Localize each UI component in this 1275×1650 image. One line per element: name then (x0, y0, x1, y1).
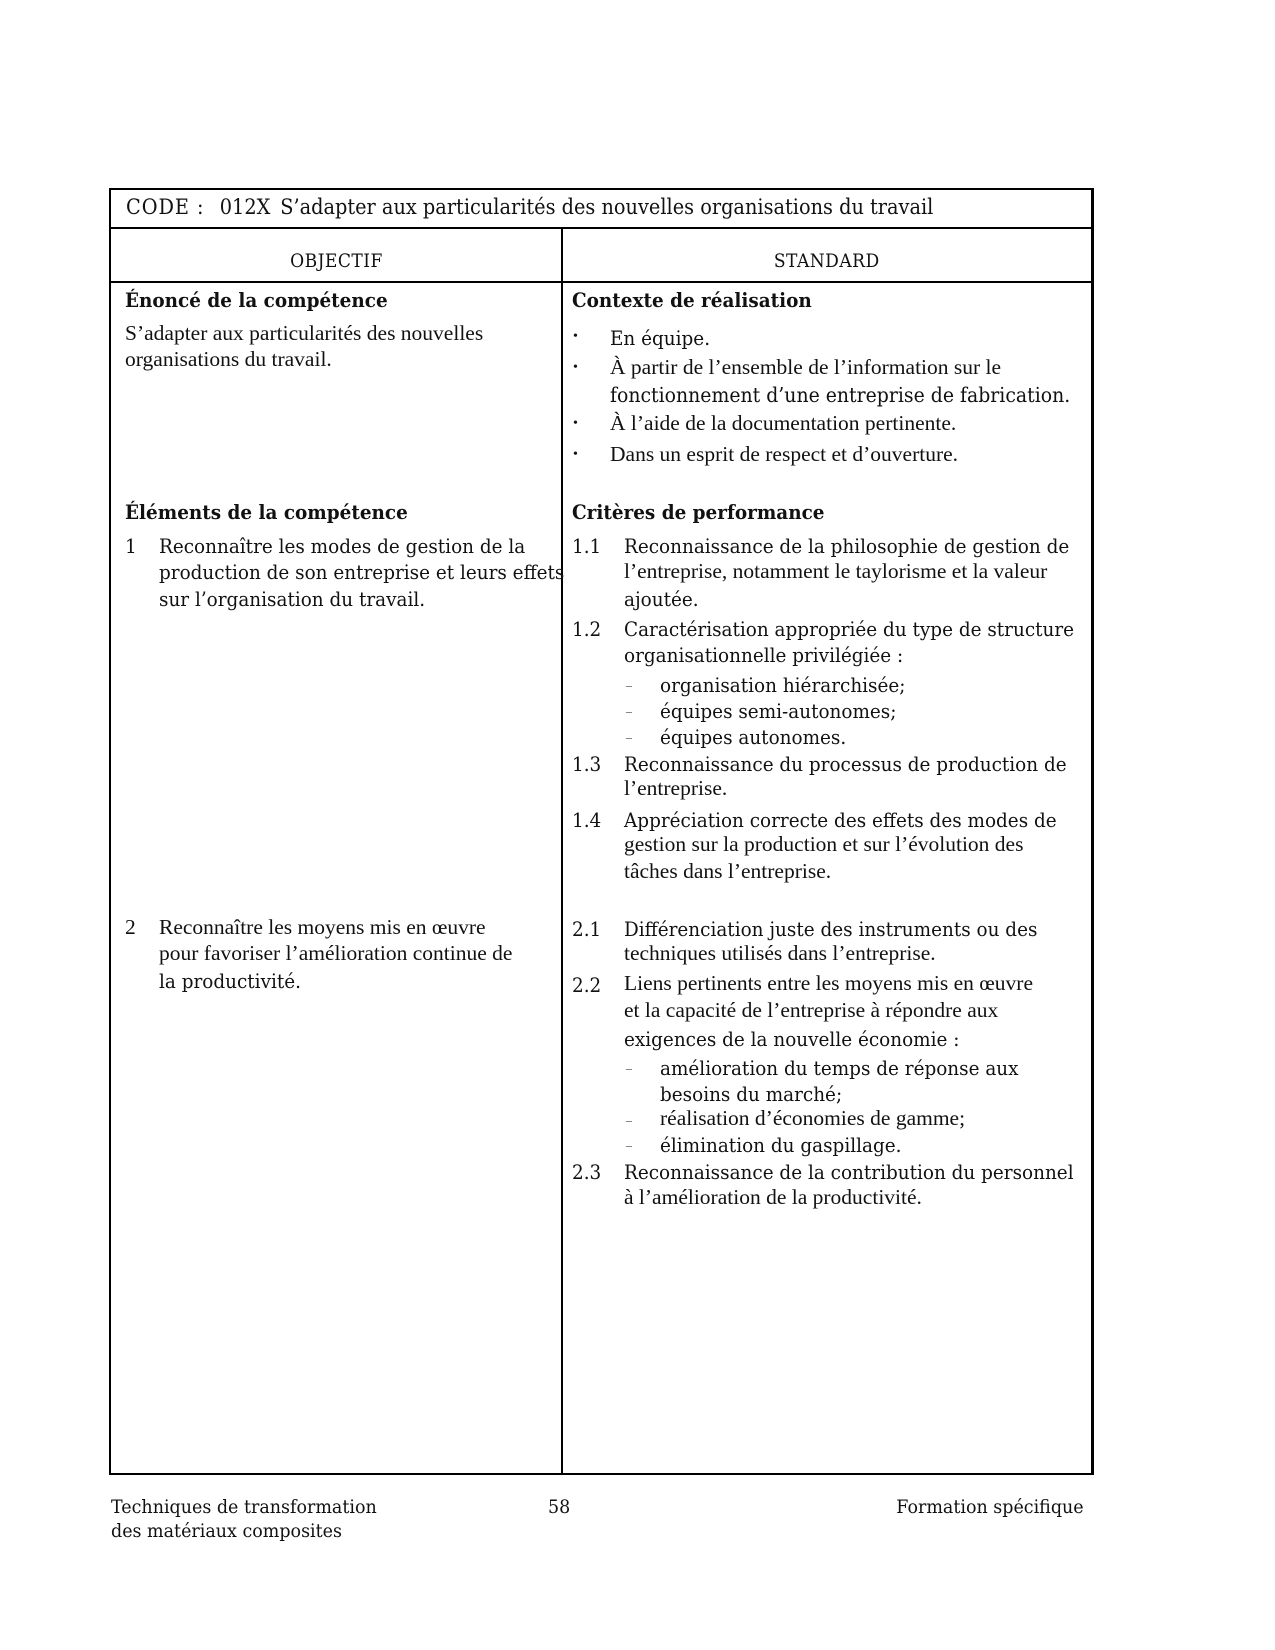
critere-line: Reconnaissance du processus de production de (624, 752, 1067, 776)
sub-item: besoins du marché; (660, 1082, 843, 1106)
elements-heading: Éléments de la compétence (125, 500, 408, 524)
critere-line: ajoutée. (624, 587, 699, 611)
critere-line: gestion sur la production et sur l’évolution des (624, 832, 1024, 856)
critere-number: 2.2 (572, 973, 602, 997)
contexte-heading: Contexte de réalisation (572, 288, 812, 312)
sub-item: équipes semi-autonomes; (660, 699, 897, 723)
critere-line: Liens pertinents entre les moyens mis en œuvre (624, 971, 1033, 995)
bullet-icon: • (573, 329, 578, 344)
sub-item: réalisation d’économies de gamme; (660, 1106, 966, 1130)
critere-line: exigences de la nouvelle économie : (624, 1027, 960, 1051)
dash-icon: – (626, 704, 632, 718)
critere-line: l’entreprise. (624, 776, 728, 800)
critere-line: organisationnelle privilégiée : (624, 643, 904, 667)
table-border-bottom (109, 1473, 1094, 1475)
footer-section-cell (880, 1496, 1084, 1518)
dash-icon: – (626, 730, 632, 744)
bullet-text: fonctionnement d’une entreprise de fabrication. (610, 383, 1071, 407)
critere-line: Caractérisation appropriée du type de structure (624, 617, 1075, 641)
bullet-text: Dans un esprit de respect et d’ouverture. (610, 442, 959, 466)
sub-item: élimination du gaspillage. (660, 1133, 902, 1157)
critere-number: 1.2 (572, 617, 602, 641)
code-row (126, 195, 933, 219)
header-row-divider (110, 281, 1093, 283)
critere-number: 1.1 (572, 534, 602, 558)
code-label: CODE : (126, 195, 205, 219)
bullet-text: En équipe. (610, 326, 711, 350)
critere-line: techniques utilisés dans l’entreprise. (624, 941, 936, 965)
critere-number: 2.1 (572, 917, 602, 941)
bullet-icon: • (573, 416, 578, 431)
header-objectif-cell (111, 250, 561, 272)
header-standard: STANDARD (774, 250, 880, 272)
element-line: sur l’organisation du travail. (159, 587, 426, 611)
critere-line: Appréciation correcte des effets des modes de (624, 808, 1057, 832)
bullet-icon: • (573, 447, 578, 462)
table-border-top (110, 188, 1093, 190)
element-line: Reconnaître les moyens mis en œuvre (159, 915, 486, 939)
enonce-heading: Énoncé de la compétence (125, 288, 388, 312)
element-number: 2 (125, 915, 136, 939)
critere-line: Différenciation juste des instruments ou des (624, 917, 1038, 941)
dash-icon: – (626, 1138, 632, 1152)
critere-line: à l’amélioration de la productivité. (624, 1185, 922, 1209)
footer-section: Formation spécifique (896, 1496, 1084, 1518)
critere-line: Reconnaissance de la philosophie de gestion de (624, 534, 1070, 558)
sub-item: équipes autonomes. (660, 725, 847, 749)
element-line: Reconnaître les modes de gestion de la (159, 534, 526, 558)
sub-item: organisation hiérarchisée; (660, 673, 906, 697)
criteres-heading: Critères de performance (572, 500, 825, 524)
dash-icon: – (626, 1061, 632, 1075)
critere-number: 1.4 (572, 808, 602, 832)
sub-item: amélioration du temps de réponse aux (660, 1056, 1019, 1080)
critere-line: l’entreprise, notamment le taylorisme et la valeur (624, 559, 1048, 583)
footer-program-line-2: des matériaux composites (111, 1520, 342, 1542)
critere-line: et la capacité de l’entreprise à répondre aux (624, 998, 999, 1022)
enonce-line-1: S’adapter aux particularités des nouvelles (125, 321, 484, 345)
element-line: pour favoriser l’amélioration continue de (159, 941, 513, 965)
header-standard-cell (563, 250, 1091, 272)
critere-number: 2.3 (572, 1160, 602, 1184)
code-value: 012X (219, 195, 271, 219)
element-line: production de son entreprise et leurs effets (159, 560, 565, 584)
table-border-right (1091, 188, 1094, 1475)
critere-number: 1.3 (572, 752, 602, 776)
column-divider (561, 228, 563, 1474)
code-row-divider (110, 227, 1093, 229)
table-border-left (109, 188, 111, 1475)
dash-icon: – (626, 1113, 632, 1127)
element-line: la productivité. (159, 969, 301, 993)
enonce-line-2: organisations du travail. (125, 347, 332, 371)
bullet-text: À l’aide de la documentation pertinente. (610, 411, 957, 435)
critere-line: tâches dans l’entreprise. (624, 859, 832, 883)
page-number: 58 (548, 1496, 571, 1518)
bullet-icon: • (573, 360, 578, 375)
footer-program-line-1: Techniques de transformation (111, 1496, 377, 1518)
competency-title: S’adapter aux particularités des nouvelles organisations du travail (280, 195, 934, 219)
critere-line: Reconnaissance de la contribution du personnel (624, 1160, 1074, 1184)
bullet-text: À partir de l’ensemble de l’information sur le (610, 355, 1002, 379)
header-objectif: OBJECTIF (289, 250, 383, 272)
element-number: 1 (125, 534, 137, 558)
dash-icon: – (626, 678, 632, 692)
